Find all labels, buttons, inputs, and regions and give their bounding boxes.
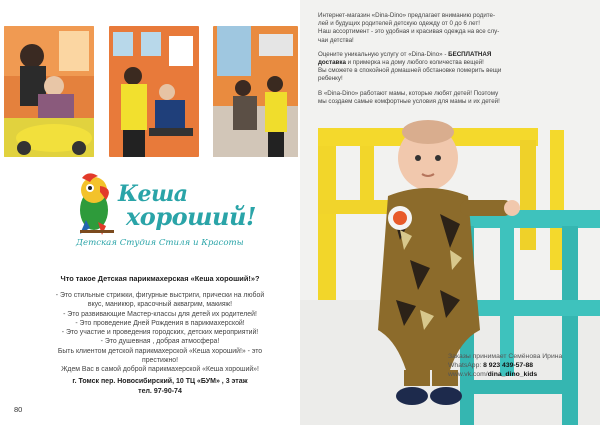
vk-url-label: www.vk.com/ [448, 371, 488, 378]
logo-tagline: Детская Студия Стиля и Красоты [76, 238, 244, 248]
vk-url-value: dina_dino_kids [487, 371, 538, 378]
parrot-icon [72, 172, 122, 236]
page-number: 80 [14, 405, 23, 414]
intro-line: Интернет-магазин «Dina-Dino» предлагает вниманию родите- [318, 12, 496, 19]
logo-title-line1: Кеша [118, 181, 188, 207]
description-line: - Это проведение Дней Рождения в парикмахерской! [75, 319, 245, 327]
description-line: - Это участие и проведения городских, детских мероприятий! [61, 329, 259, 337]
logo-title-line2: хороший! [126, 202, 256, 231]
intro-line: лей и будущих родителей детскую одежду от 0 до 6 лет! [318, 20, 480, 28]
team-line: В «Dina-Dino» работают мамы, которые любят детей! Поэтому [318, 89, 499, 97]
delivery-line: ребенку! [318, 75, 343, 83]
delivery-highlight: БЕСПЛАТНАЯ [448, 50, 492, 58]
logo-title [118, 181, 256, 231]
delivery-text: Оцените уникальную услугу от «Dina-Dino» - [318, 50, 449, 58]
salon-photo-3 [213, 26, 298, 157]
contact-person: Заказы принимает Семёнова Ирина [448, 353, 563, 360]
description-line: вкус, маникюр, красочный аквагрим, макияж! [87, 301, 233, 309]
shop-team [318, 90, 518, 106]
description-line: престижно! [141, 357, 178, 365]
shop-intro [318, 12, 518, 45]
delivery-text: и примерка на дому любого количества вещей! [345, 59, 484, 67]
kesha-logo [72, 170, 256, 252]
right-page [300, 0, 600, 425]
salon-photo-2 [109, 26, 199, 157]
whatsapp-number: 8 923 439-57-88 [483, 362, 534, 369]
delivery-highlight: доставка [318, 59, 346, 67]
shop-delivery [318, 51, 518, 84]
description-line: - Это душевная , добрая атмосфера! [100, 338, 220, 346]
shop-description [318, 12, 518, 112]
whatsapp-label: WhatsApp: [448, 362, 484, 369]
shop-contacts [448, 352, 592, 379]
salon-photo-1 [4, 26, 94, 157]
phone-line: тел. 97-90-74 [138, 387, 182, 395]
salon-heading: Что такое Детская парикмахерская «Кеша хороший!»? [60, 274, 260, 283]
salon-address [22, 377, 298, 396]
description-line: Быть клиентом детской парикмахерской «Кеша хороший!» - это [57, 347, 263, 355]
description-line: Ждем Вас в самой доброй парикмахерской «Кеша хороший»! [61, 366, 259, 374]
description-line: - Это стильные стрижки, фигурные выстриги, прически на любой [55, 292, 265, 299]
salon-description [22, 291, 298, 375]
team-line: мы создаем самые комфортные условия для мамы и их детей! [318, 97, 500, 105]
delivery-line: Вы сможете в спокойной домашней обстановке померить вещи [318, 67, 502, 75]
description-line: - Это развивающие Мастер-классы для детей их родителей! [63, 310, 257, 318]
address-line: г. Томск пер. Новосибирский, 10 ТЦ «БУМ» , 3 этаж [72, 378, 248, 385]
intro-line: Наш ассортимент - это удобная и красивая одежда на все слу- [318, 28, 500, 36]
intro-line: чаи детства! [318, 36, 354, 44]
